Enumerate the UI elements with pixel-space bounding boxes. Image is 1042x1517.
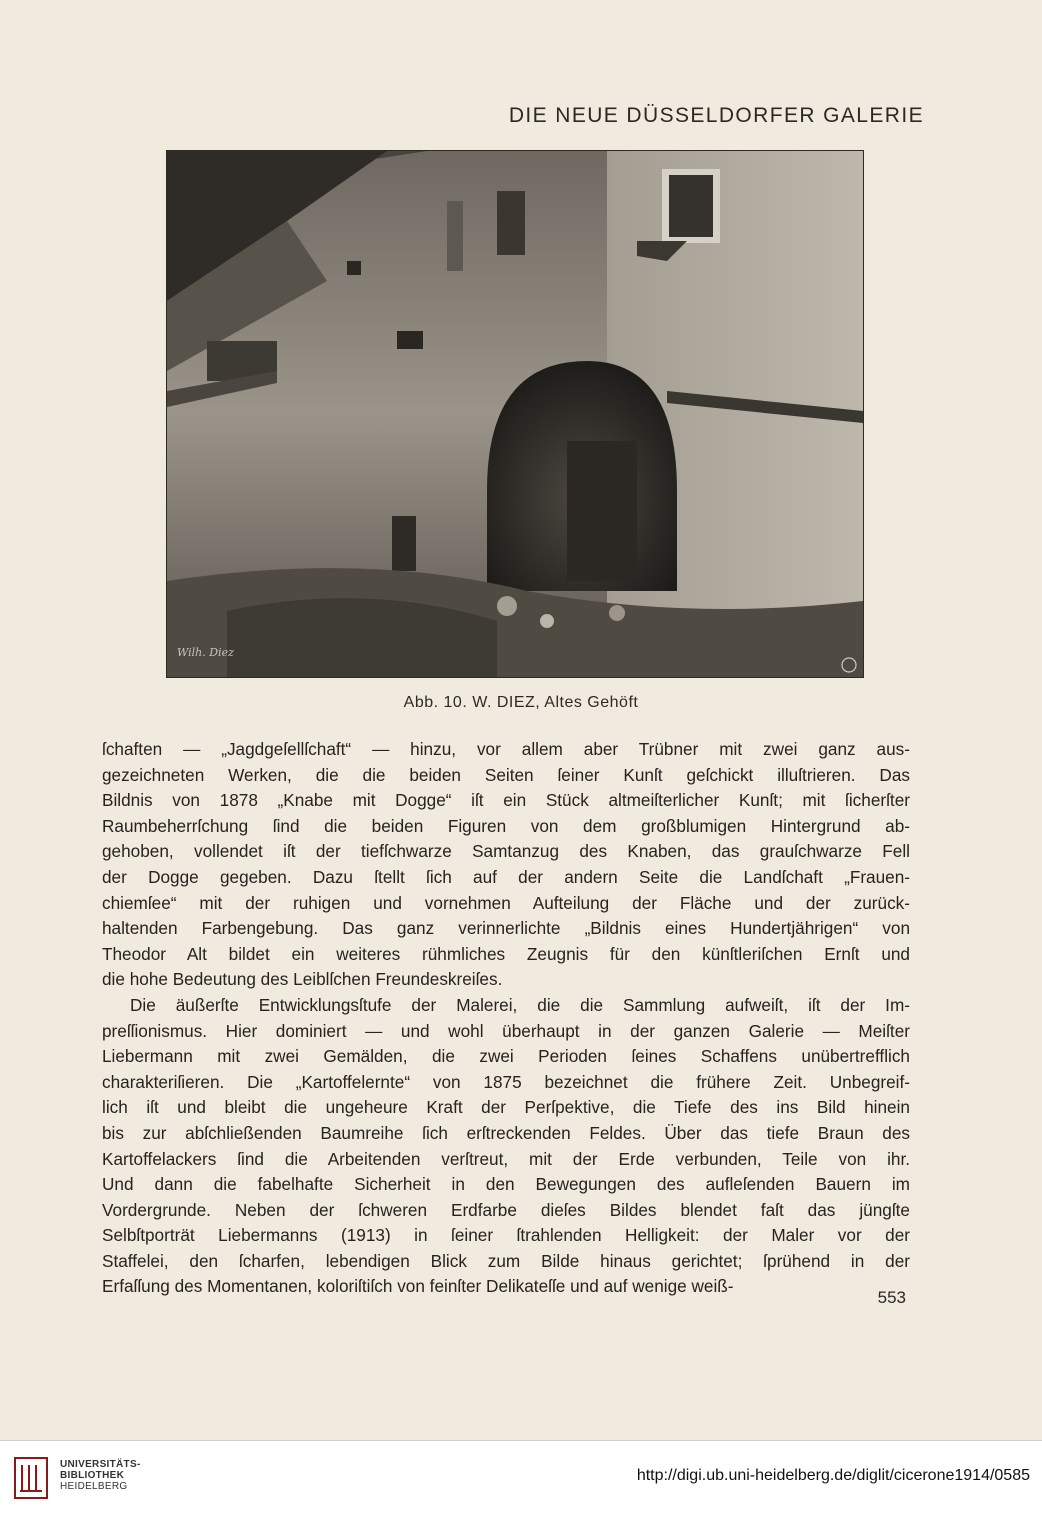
text-line: Kartoffelackers ſind die Arbeitenden verſtreut, mit der Erde verbunden, Teile von ihr. [102, 1148, 910, 1169]
painting-image [167, 151, 863, 677]
text-line: preſſionismus. Hier dominiert — und wohl überhaupt in der ganzen Galerie — Meiſter [102, 1020, 910, 1041]
text-line: gehoben, vollendet iſt der tiefſchwarze Samtanzug des Knaben, das grauſchwarze Fell [102, 841, 910, 862]
digitization-footer [0, 1440, 1042, 1517]
painting-signature: Wilh. Diez [177, 646, 234, 659]
text-line: lich iſt und bleibt die ungeheure Kraft der Perſpektive, die Tiefe des ins Bild hinein [102, 1097, 910, 1118]
text-line: Theodor Alt bildet ein weiteres rühmliches Zeugnis für den künſtleriſchen Ernſt und [102, 943, 910, 964]
page-number: 553 [877, 1288, 906, 1307]
figure-caption: Abb. 10. W. DIEZ, Altes Gehöft [403, 694, 639, 711]
library-line-3: HEIDELBERG [60, 1481, 128, 1492]
body-text [102, 737, 910, 1300]
text-line: der Dogge gegeben. Dazu ſtellt ſich auf der andern Seite die Landſchaft „Frauen- [102, 866, 910, 887]
text-line: Selbſtporträt Liebermanns (1913) in ſeiner ſtrahlenden Helligkeit: der Maler vor der [102, 1225, 910, 1246]
running-head: DIE NEUE DÜSSELDORFER GALERIE [508, 104, 924, 127]
source-url[interactable]: http://digi.ub.uni-heidelberg.de/diglit/cicerone1914/0585 [636, 1467, 1030, 1484]
text-line: charakteriſieren. Die „Kartoffelernte“ von 1875 bezeichnet die frühere Zeit. Unbegreif- [102, 1071, 910, 1092]
text-line: Die äußerſte Entwicklungsſtufe der Malerei, die die Sammlung aufweiſt, iſt der Im- [130, 994, 910, 1015]
text-line: Raumbeherrſchung ſind die beiden Figuren von dem großblumigen Hintergrund ab- [102, 815, 910, 836]
library-line-1: UNIVERSITÄTS- [60, 1459, 141, 1470]
text-line: Erfaſſung des Momentanen, koloriſtiſch von feinſter Delikateſſe und auf wenige weiß- [102, 1276, 734, 1297]
text-line: gezeichneten Werken, die die beiden Seiten ſeiner Kunſt geſchickt illuſtrieren. Das [102, 764, 910, 785]
text-line: ſchaften — „Jagdgeſellſchaft“ — hinzu, vor allem aber Trübner mit zwei ganz aus- [102, 739, 910, 759]
text-line: Liebermann mit zwei Gemälden, die zwei Perioden ſeines Schaffens unübertrefflich [102, 1046, 910, 1067]
text-line: die hohe Bedeutung des Leiblſchen Freundeskreiſes. [102, 969, 503, 990]
text-line: bis zur abſchließenden Baumreihe ſich erſtreckenden Feldes. Über das tiefe Braun des [102, 1122, 910, 1143]
library-name [60, 1459, 141, 1492]
text-line: chiemſee“ mit der ruhigen und vornehmen Aufteilung der Fläche und der zurück- [102, 892, 910, 913]
library-line-2: BIBLIOTHEK [60, 1470, 125, 1481]
text-line: haltenden Farbengebung. Das ganz verinnerlichte „Bildnis eines Hundertjährigen“ von [102, 918, 910, 939]
library-logo-icon [12, 1455, 50, 1501]
painting-plate [166, 150, 864, 678]
text-line: Bildnis von 1878 „Knabe mit Dogge“ iſt ein Stück altmeiſterlicher Kunſt; mit ſicherſter [102, 790, 910, 811]
text-line: Staffelei, den ſcharfen, lebendigen Blick zum Bilde hinaus gerichtet; ſprühend in der [102, 1250, 910, 1271]
text-line: Und dann die fabelhafte Sicherheit in den Bewegungen des aufleſenden Bauern im [102, 1174, 910, 1195]
text-line: Vordergrunde. Neben der ſchweren Erdfarbe dieſes Bildes blendet faſt das jüngſte [102, 1199, 910, 1220]
